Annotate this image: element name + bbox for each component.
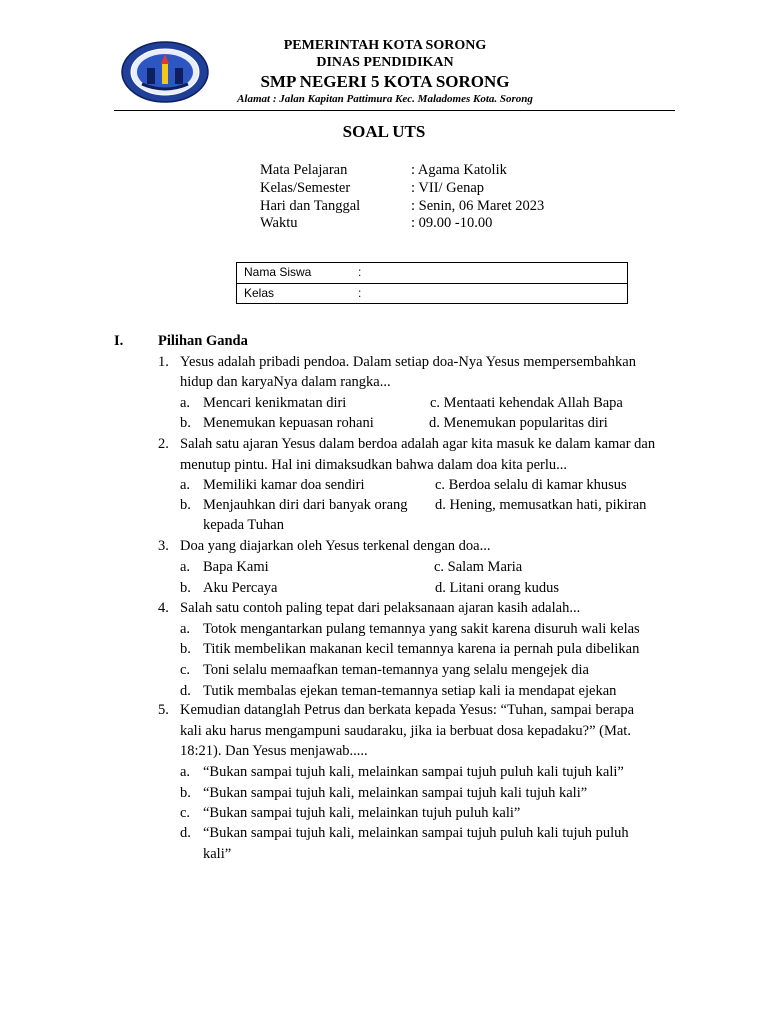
header-address: Alamat : Jalan Kapitan Pattimura Kec. Maladomes Kota. Sorong: [237, 93, 533, 105]
question-text: menutup pintu. Hal ini dimaksudkan bahwa dalam doa kita perlu...: [180, 457, 567, 473]
option-letter: a.: [180, 621, 191, 637]
header-divider: [114, 110, 675, 111]
question-number: 2.: [158, 436, 169, 452]
student-class-row[interactable]: [237, 284, 627, 304]
info-value: : 09.00 -10.00: [411, 215, 493, 231]
info-label: Hari dan Tanggal: [260, 198, 361, 214]
header-government: PEMERINTAH KOTA SORONG: [283, 38, 487, 53]
option-letter: d.: [180, 825, 191, 841]
option-b: Aku Percaya: [203, 580, 278, 596]
question-text: kali aku harus mengampuni saudaraku, jika ia berbuat dosa kepadaku?” (Mat.: [180, 723, 631, 739]
question-text: Yesus adalah pribadi pendoa. Dalam setiap doa-Nya Yesus mempersembahkan: [180, 354, 636, 370]
student-class-label: Kelas: [244, 286, 275, 300]
header-school: SMP NEGERI 5 KOTA SORONG: [260, 72, 510, 91]
option-b: Titik membelikan makanan kecil temannya karena ia pernah pula dibelikan: [203, 641, 640, 657]
section-number: I.: [114, 333, 124, 349]
student-class-colon: :: [358, 286, 362, 300]
question-text: Doa yang diajarkan oleh Yesus terkenal dengan doa...: [180, 538, 491, 554]
question-text: Salah satu ajaran Yesus dalam berdoa adalah agar kita masuk ke dalam kamar dan: [180, 436, 656, 452]
option-d: d. Litani orang kudus: [435, 580, 560, 596]
question-text: hidup dan karyaNya dalam rangka...: [180, 374, 391, 390]
question-text: Kemudian datanglah Petrus dan berkata kepada Yesus: “Tuhan, sampai berapa: [180, 702, 635, 718]
option-letter: c.: [180, 805, 191, 821]
question-number: 4.: [158, 600, 169, 616]
question-text: 18:21). Dan Yesus menjawab.....: [180, 743, 368, 759]
option-letter: b.: [180, 497, 191, 513]
header-department: DINAS PENDIDIKAN: [316, 55, 454, 70]
option-letter: a.: [180, 477, 191, 493]
student-identity-box: [236, 262, 628, 304]
info-label: Mata Pelajaran: [260, 162, 348, 178]
option-b-continued: kepada Tuhan: [203, 517, 284, 533]
option-b: “Bukan sampai tujuh kali, melainkan sampai tujuh kali tujuh kali”: [203, 785, 588, 801]
option-letter: a.: [180, 559, 191, 575]
option-d-continued: kali”: [203, 846, 232, 862]
info-label: Kelas/Semester: [260, 180, 351, 196]
student-name-label: Nama Siswa: [244, 265, 312, 279]
option-d: “Bukan sampai tujuh kali, melainkan sampai tujuh puluh kali tujuh puluh: [203, 825, 629, 841]
option-b: Menemukan kepuasan rohani: [203, 415, 374, 431]
option-letter: b.: [180, 415, 191, 431]
question-number: 5.: [158, 702, 169, 718]
option-letter: c.: [180, 662, 191, 678]
option-d: d. Hening, memusatkan hati, pikiran: [435, 497, 647, 513]
option-letter: b.: [180, 785, 191, 801]
option-letter: a.: [180, 764, 191, 780]
question-number: 3.: [158, 538, 169, 554]
option-letter: a.: [180, 395, 191, 411]
option-b: Menjauhkan diri dari banyak orang: [203, 497, 408, 513]
option-c: c. Salam Maria: [434, 559, 523, 575]
option-letter: b.: [180, 641, 191, 657]
info-label: Waktu: [260, 215, 298, 231]
student-name-row[interactable]: [237, 263, 627, 284]
option-c: Toni selalu memaafkan teman-temannya yang selalu mengejek dia: [203, 662, 589, 678]
info-value: : Agama Katolik: [411, 162, 507, 178]
option-d: d. Menemukan popularitas diri: [429, 415, 608, 431]
option-a: Bapa Kami: [203, 559, 269, 575]
section-title: Pilihan Ganda: [158, 333, 248, 349]
page-title: SOAL UTS: [342, 122, 426, 141]
option-c: c. Berdoa selalu di kamar khusus: [435, 477, 627, 493]
option-a: Totok mengantarkan pulang temannya yang sakit karena disuruh wali kelas: [203, 621, 640, 637]
school-logo: [120, 40, 210, 104]
option-a: Memiliki kamar doa sendiri: [203, 477, 365, 493]
option-a: “Bukan sampai tujuh kali, melainkan sampai tujuh puluh kali tujuh kali”: [203, 764, 624, 780]
question-text: Salah satu contoh paling tepat dari pelaksanaan ajaran kasih adalah...: [180, 600, 581, 616]
option-c: “Bukan sampai tujuh kali, melainkan tujuh puluh kali”: [203, 805, 521, 821]
question-number: 1.: [158, 354, 169, 370]
option-d: Tutik membalas ejekan teman-temannya setiap kali ia mendapat ejekan: [203, 683, 617, 699]
option-a: Mencari kenikmatan diri: [203, 395, 347, 411]
option-letter: b.: [180, 580, 191, 596]
info-value: : VII/ Genap: [411, 180, 485, 196]
student-name-colon: :: [358, 265, 362, 279]
info-value: : Senin, 06 Maret 2023: [411, 198, 545, 214]
option-c: c. Mentaati kehendak Allah Bapa: [430, 395, 623, 411]
option-letter: d.: [180, 683, 191, 699]
